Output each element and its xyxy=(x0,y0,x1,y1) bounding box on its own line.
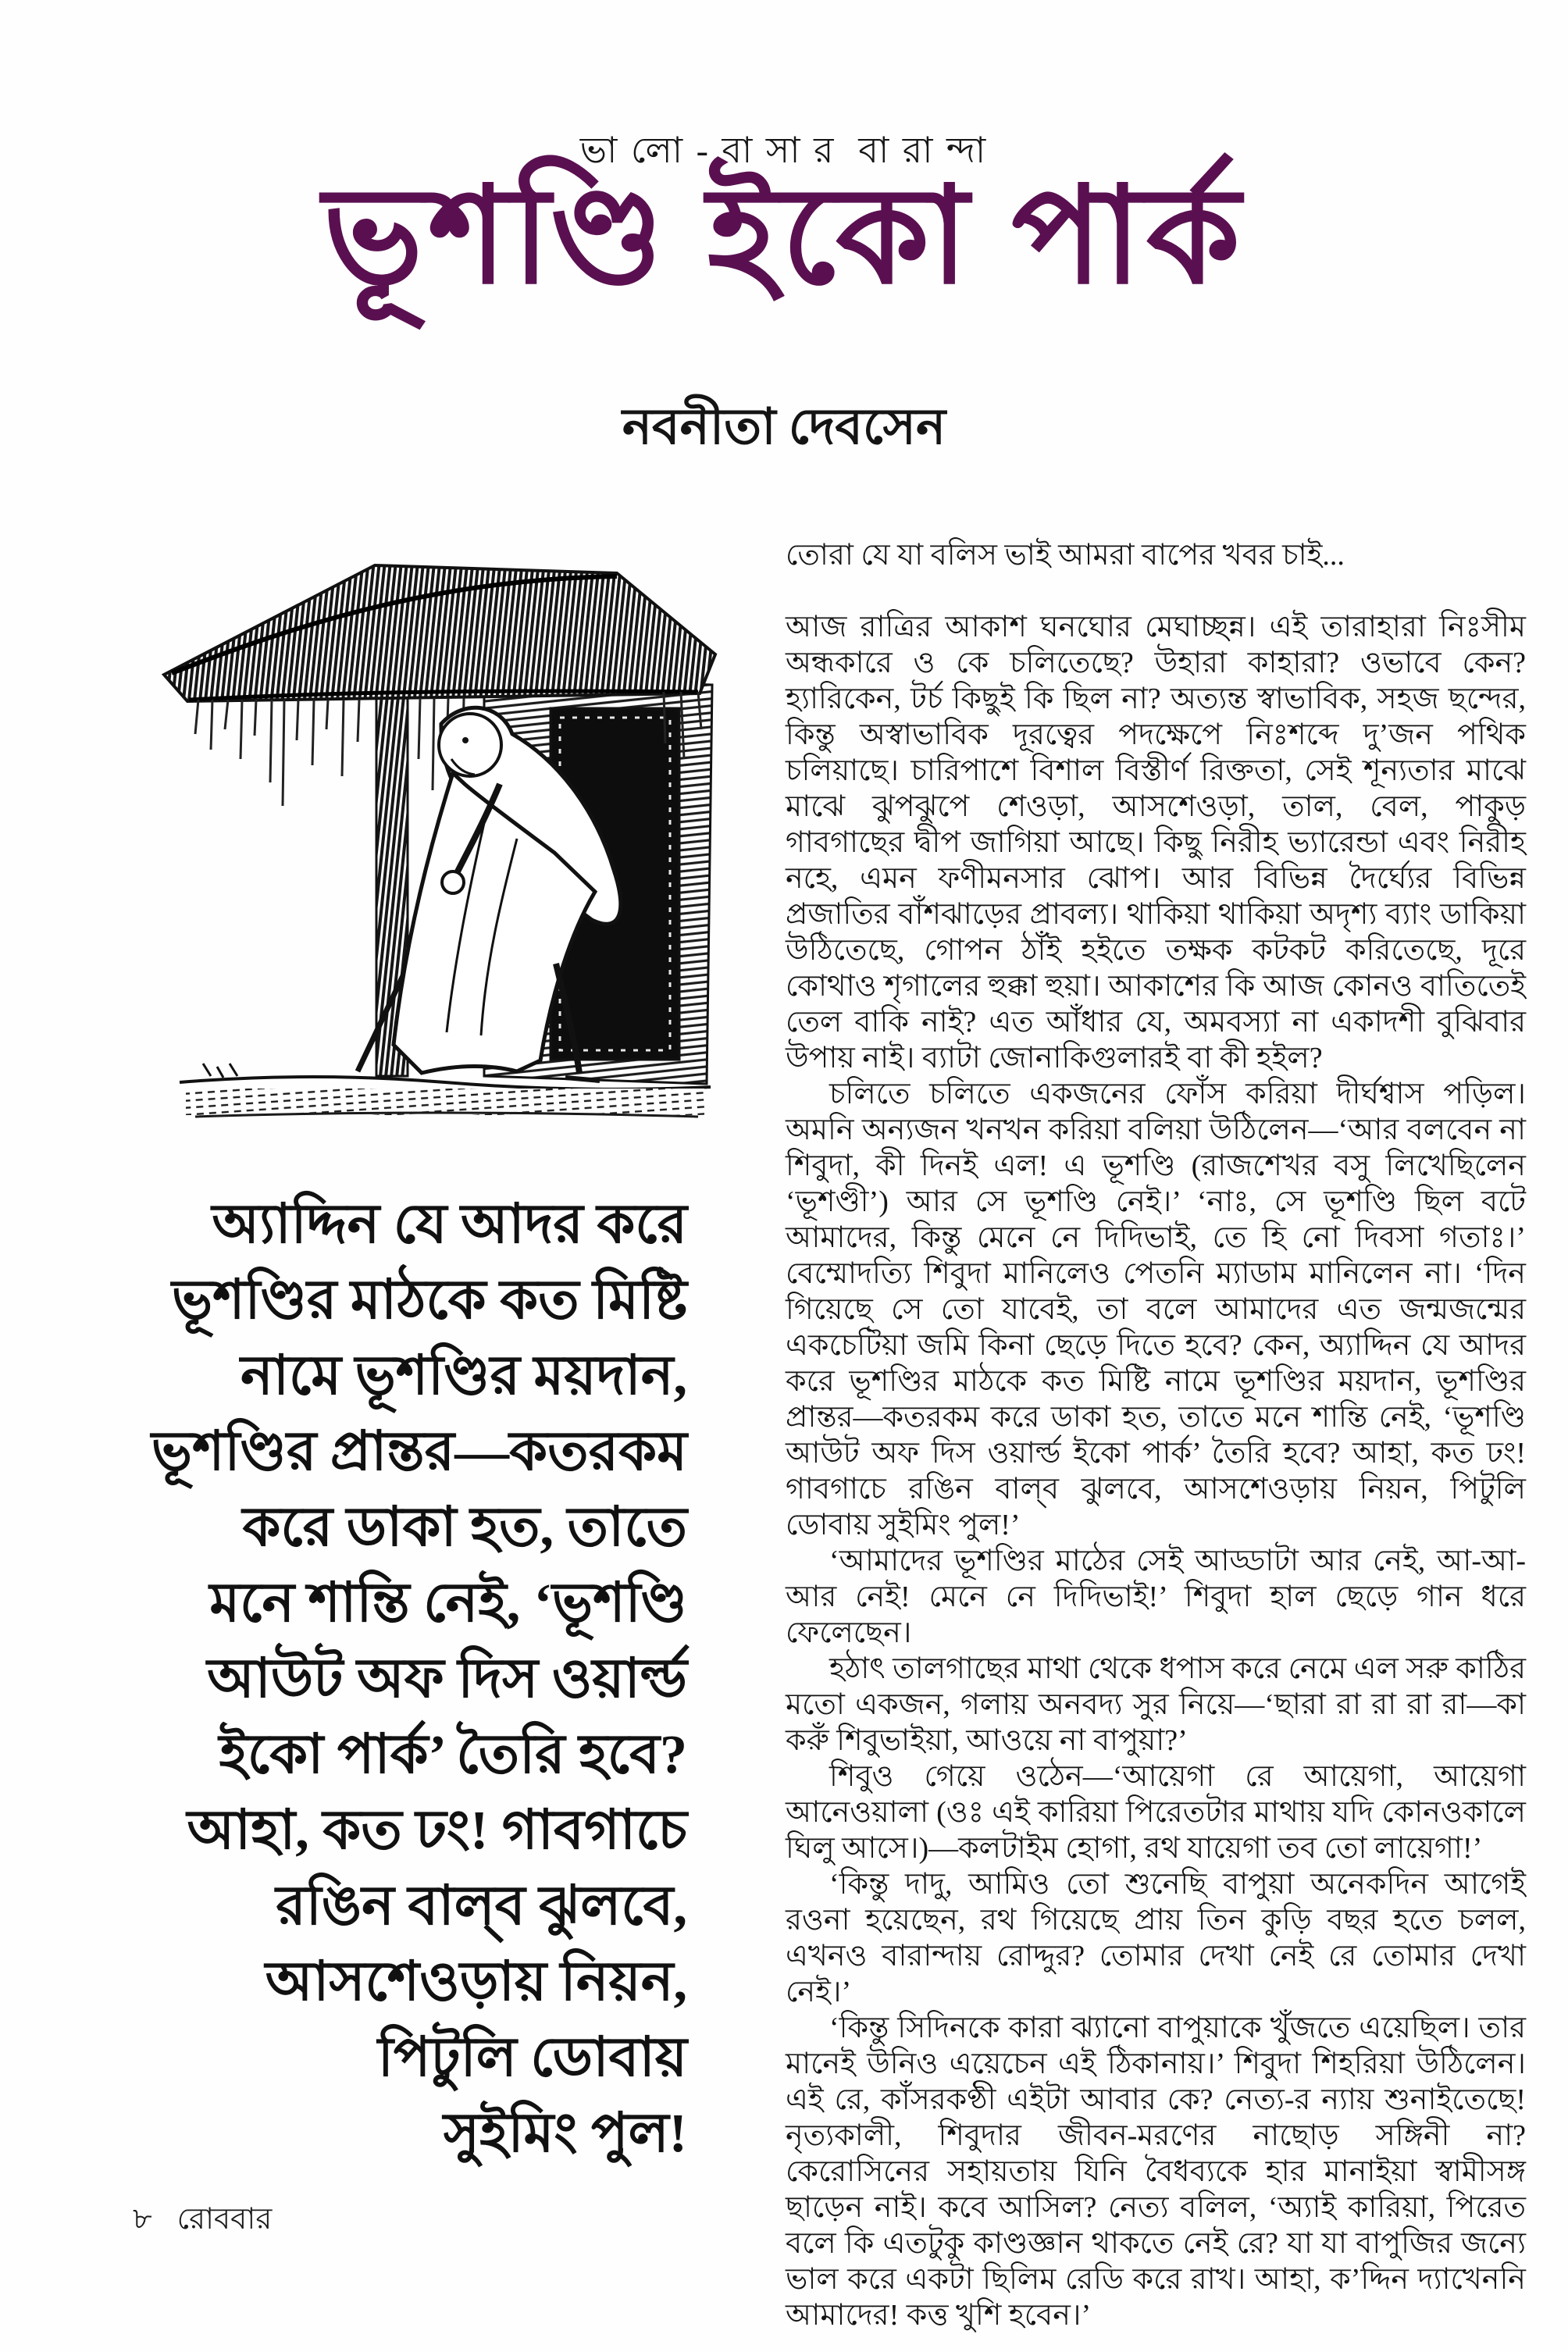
body-paragraph: হঠাৎ তালগাছের মাথা থেকে ধপাস করে নেমে এল সরু কাঠির মতো একজন, গলায় অনবদ্য সুর নিয়ে—‘ছারা রা রা রা রা—কা করুঁ শিবুভাইয়া, আওয়ে না বাপুয়া?’ xyxy=(786,1652,1526,1757)
pull-quote-line: ভূশণ্ডির প্রান্তর—কতরকম xyxy=(151,1422,687,1482)
body-paragraph: ‘কিন্তু দাদু, আমিও তো শুনেছি বাপুয়া অনেকদিন আগেই রওনা হয়েছেন, রথ গিয়েছে প্রায় তিন কুড়ি বছর হতে চলল, এখনও বারান্দায় রোদ্দুর? তোমার দেখা নেই রে তোমার দেখা নেই।’ xyxy=(786,1868,1526,2008)
body-paragraph: শিবুও গেয়ে ওঠেন—‘আয়েগা রে আয়েগা, আয়েগা আনেওয়ালা (ওঃ এই কারিয়া পিরেতটার মাথায় যদি কোনওকালে ঘিলু আসে।)—কলটাইম হোগা, রথ যায়েগা তব তো লায়েগা!’ xyxy=(786,1760,1526,1865)
epigraph: তোরা যে যা বলিস ভাই আমরা বাপের খবর চাই... xyxy=(786,539,1345,572)
pull-quote-line: আহা, কত ঢং! গাবগাচে xyxy=(187,1801,687,1861)
pull-quote-line: মনে শান্তি নেই, ‘ভূশণ্ডি xyxy=(209,1573,687,1634)
pull-quote xyxy=(72,1187,687,2172)
section-kicker: ভা লো - বা সা র বা রা ন্দা xyxy=(579,130,989,170)
article-title: ভূশণ্ডি ইকো পার্ক xyxy=(323,163,1245,312)
pull-quote-line: সুইমিং পুল! xyxy=(443,2104,687,2164)
magazine-name: রোববার xyxy=(176,2203,273,2236)
pull-quote-line: করে ডাকা হত, তাতে xyxy=(242,1498,687,1558)
pull-quote-line: ইকো পার্ক’ তৈরি হবে? xyxy=(219,1725,687,1785)
hut-roof xyxy=(164,565,715,701)
body-paragraph: চলিতে চলিতে একজনের ফোঁস করিয়া দীর্ঘশ্বাস পড়িল। অমনি অন্যজন খনখন করিয়া বলিয়া উঠিলেন—‘আর বলবেন না শিবুদা, কী দিনই এল! এ ভূশণ্ডি (রাজশেখর বসু লিখেছিলেন ‘ভূশণ্ডী’) আর সে ভূশণ্ডি নেই।’ ‘নাঃ, সে ভূশণ্ডি ছিল বটে আমাদের, কিন্তু মেনে নে দিদিভাই, তে হি নো দিবসা গতাঃ।’ বেম্মোদত্যি শিবুদা মানিলেও পেতনি ম্যাডাম মানিলেন না। ‘দিন গিয়েছে সে তো যাবেই, তা বলে আমাদের এত জন্মজন্মের একচেটিয়া জমি কিনা ছেড়ে দিতে হবে? কেন, অ্যাদ্দিন যে আদর করে ভূশণ্ডির মাঠকে কত মিষ্টি নামে ভূশণ্ডির ময়দান, ভূশণ্ডির প্রান্তর—কতরকম করে ডাকা হত, তাতে মনে শান্তি নেই, ‘ভূশণ্ডি আউট অফ দিস ওয়ার্ল্ড ইকো পার্ক’ তৈরি হবে? আহা, কত ঢং! গাবগাচে রঙিন বাল্‌ব ঝুলবে, আসশেওড়ায় নিয়ন, পিটুলি ডোবায় সুইমিং পুল!’ xyxy=(786,1078,1526,1541)
page-footer xyxy=(133,2196,272,2246)
pull-quote-line: আউট অফ দিস ওয়ার্ল্ড xyxy=(207,1649,687,1709)
pull-quote-line: নামে ভূশণ্ডির ময়দান, xyxy=(241,1346,687,1406)
body-paragraph: ‘কিন্তু সিদিনকে কারা ঝ্যানো বাপুয়াকে খুঁজতে এয়েছিল। তার মানেই উনিও এয়েচেন এই ঠিকানায়।’ শিবুদা শিহরিয়া উঠিলেন। এই রে, কাঁসরকণ্ঠী এইটা আবার কে? নেত্য-র ন্যায় শুনাইতেছে! নৃত্যকালী, শিবুদার জীবন-মরণের নাছোড় সঙ্গিনী না? কেরোসিনের সহায়তায় যিনি বৈধব্যকে হার মানাইয়া স্বামীসঙ্গ ছাড়েন নাই। কবে আসিল? নেত্য বলিল, ‘অ্যাই কারিয়া, পিরেত বলে কি এতটুকু কাণ্ডজ্ঞান থাকতে নেই রে? যা যা বাপুজির জন্যে ভাল করে একটা ছিলিম রেডি করে রাখ। আহা, ক’দ্দিন দ্যাখেননি আমাদের! কত্ত খুশি হবেন।’ xyxy=(786,2012,1526,2332)
pull-quote-line: আসশেওড়ায় নিয়ন, xyxy=(265,1952,687,2012)
body-column xyxy=(786,537,1526,2333)
pull-quote-line: পিটুলি ডোবায় xyxy=(377,2028,687,2088)
figure-head xyxy=(439,714,501,776)
pull-quote-line: রঙিন বাল্‌ব ঝুলবে, xyxy=(276,1876,687,1937)
author-byline: নবনীতা দেবসেন xyxy=(622,399,946,454)
page-number: ৮ xyxy=(133,2203,152,2236)
body-paragraph: আজ রাত্রির আকাশ ঘনঘোর মেঘাচ্ছন্ন। এই তারাহারা নিঃসীম অন্ধকারে ও কে চলিতেছে? উহারা কাহারা? ওভাবে কেন? হ্যারিকেন, টর্চ কিছুই কি ছিল না? অত্যন্ত স্বাভাবিক, সহজ ছন্দের, কিন্তু অস্বাভাবিক দূরত্বের পদক্ষেপে নিঃশব্দে দু’জন পথিক চলিয়াছে। চারিপাশে বিশাল বিস্তীর্ণ রিক্ততা, সেই শূন্যতার মাঝে মাঝে ঝুপঝুপে শেওড়া, আসশেওড়া, তাল, বেল, পাকুড় গাবগাছের দ্বীপ জাগিয়া আছে। কিছু নিরীহ ভ্যারেন্ডা এবং নিরীহ নহে, এমন ফণীমনসার ঝোপ। আর বিভিন্ন দৈর্ঘ্যের বিভিন্ন প্রজাতির বাঁশঝাড়ের প্রাবল্য। থাকিয়া থাকিয়া অদৃশ্য ব্যাং ডাকিয়া উঠিতেছে, গোপন ঠাঁই হইতে তক্ষক কটকট করিতেছে, দূরে কোথাও শৃগালের হুক্কা হুয়া। আকাশের কি আজ কোনও বাতিতেই তেল বাকি নাই? এত আঁধার যে, অমবস্যা না একাদশী বুঝিবার উপায় নাই। ব্যাটা জোনাকিগুলারই বা কী হইল? xyxy=(786,611,1526,1074)
article-illustration xyxy=(117,525,742,1149)
pull-quote-line: ভূশণ্ডির মাঠকে কত মিষ্টি xyxy=(171,1270,687,1331)
pull-quote-line: অ্যাদ্দিন যে আদর করে xyxy=(212,1195,687,1255)
body-paragraph: ‘আমাদের ভূশণ্ডির মাঠের সেই আড্ডাটা আর নেই, আ-আ-আর নেই! মেনে নে দিদিভাই!’ শিবুদা হাল ছেড়ে গান ধরে ফেলেছেন। xyxy=(786,1545,1526,1649)
